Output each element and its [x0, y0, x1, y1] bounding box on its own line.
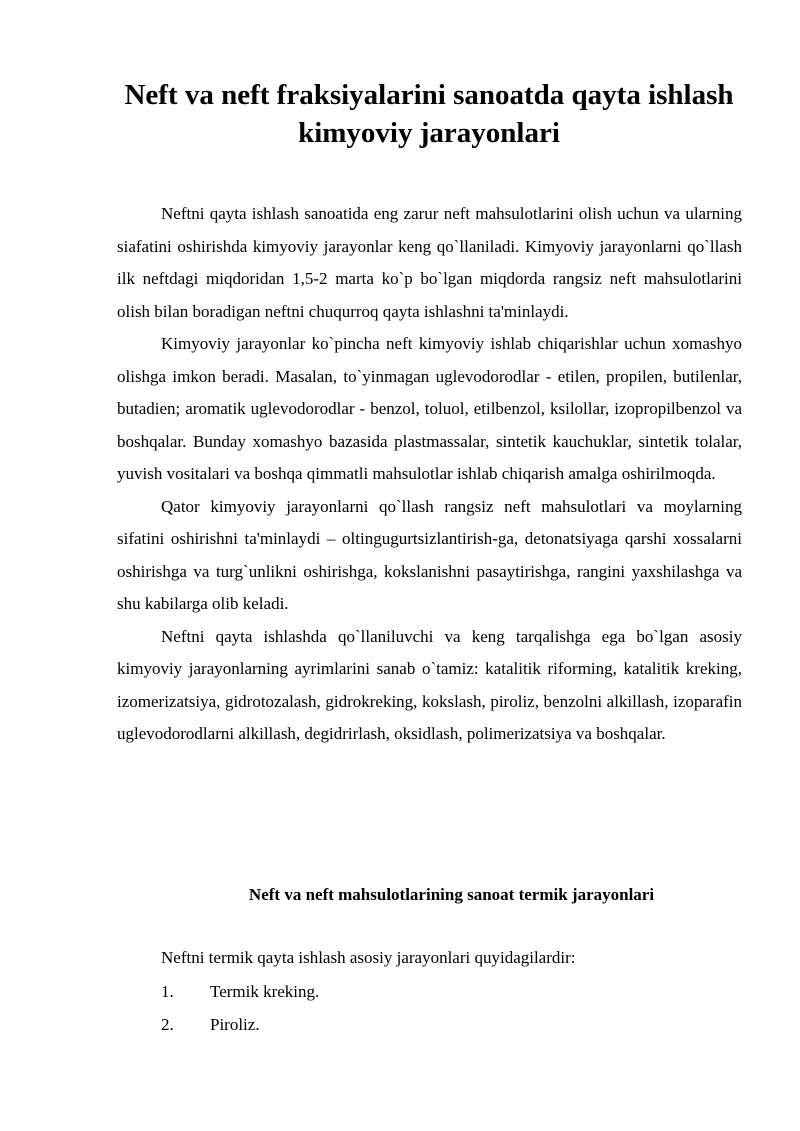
title-line-2: kimyoviy jarayonlari: [298, 117, 560, 149]
list-item-text: Piroliz.: [210, 1014, 260, 1034]
list-item: [161, 976, 319, 1009]
list-item: [161, 1009, 319, 1042]
paragraph-3: Qator kimyoviy jarayonlarni qo`llash rangsiz neft mahsulotlari va moylarning sifatini oshirishni ta'minlaydi – oltingugurtsizlantirish-ga, detonatsiyaga qarshi xossalarni oshirishga va turg`unlikni oshirishga, kokslanishni pasaytirishga, rangini yaxshilashga va shu kabilarga olib keladi.: [117, 496, 742, 613]
section-heading: Neft va neft mahsulotlarining sanoat termik jarayonlari: [248, 885, 655, 904]
title-line-1: Neft va neft fraksiyalarini sanoatda qayta ishlash: [124, 79, 734, 111]
paragraph-2: Kimyoviy jarayonlar ko`pincha neft kimyoviy ishlab chiqarishlar uchun xomashyo olishga imkon beradi. Masalan, to`yinmagan uglevodorodlar - etilen, propilen, butilenlar, butadien; aromatik uglevodorodlar - benzol, toluol, etilbenzol, ksilollar, izopropilbenzol va boshqalar. Bunday xomashyo bazasida plastmassalar, sintetik kauchuklar, sintetik tolalar, yuvish vositalari va boshqa qimmatli mahsulotlar ishlab chiqarish amalga oshirilmoqda.: [117, 334, 742, 483]
list-item-number: 1.: [161, 982, 174, 1001]
body-text: [117, 198, 742, 751]
paragraph-1: Neftni qayta ishlash sanoatida eng zarur neft mahsulotlarini olish uchun va ularning siafatini oshirishda kimyoviy jarayonlar keng qo`llaniladi. Kimyoviy jarayonlarni qo`llash ilk neftdagi miqdoridan 1,5-2 marta ko`p bo`lgan miqdorda rangsiz neft mahsulotlarini olish bilan boradigan neftni chuqurroq qayta ishlashni ta'minlaydi.: [117, 204, 742, 321]
list-item-number: 2.: [161, 1014, 174, 1034]
list-intro: Neftni termik qayta ishlash asosiy jarayonlari quyidagilardir:: [161, 948, 576, 967]
list-item-text: Termik kreking.: [210, 982, 320, 1001]
document-title: [110, 76, 748, 152]
process-list: [161, 976, 319, 1041]
paragraph-4: Neftni qayta ishlashda qo`llaniluvchi va keng tarqalishga ega bo`lgan asosiy kimyoviy jarayonlarning ayrimlarini sanab o`tamiz: katalitik riforming, katalitik kreking, izomerizatsiya, gidrotozalash, gidrokreking, kokslash, piroliz, benzolni alkillash, izoparafin uglevodorodlarni alkillash, degidrirlash, oksidlash, polimerizatsiya va boshqalar.: [117, 626, 742, 743]
